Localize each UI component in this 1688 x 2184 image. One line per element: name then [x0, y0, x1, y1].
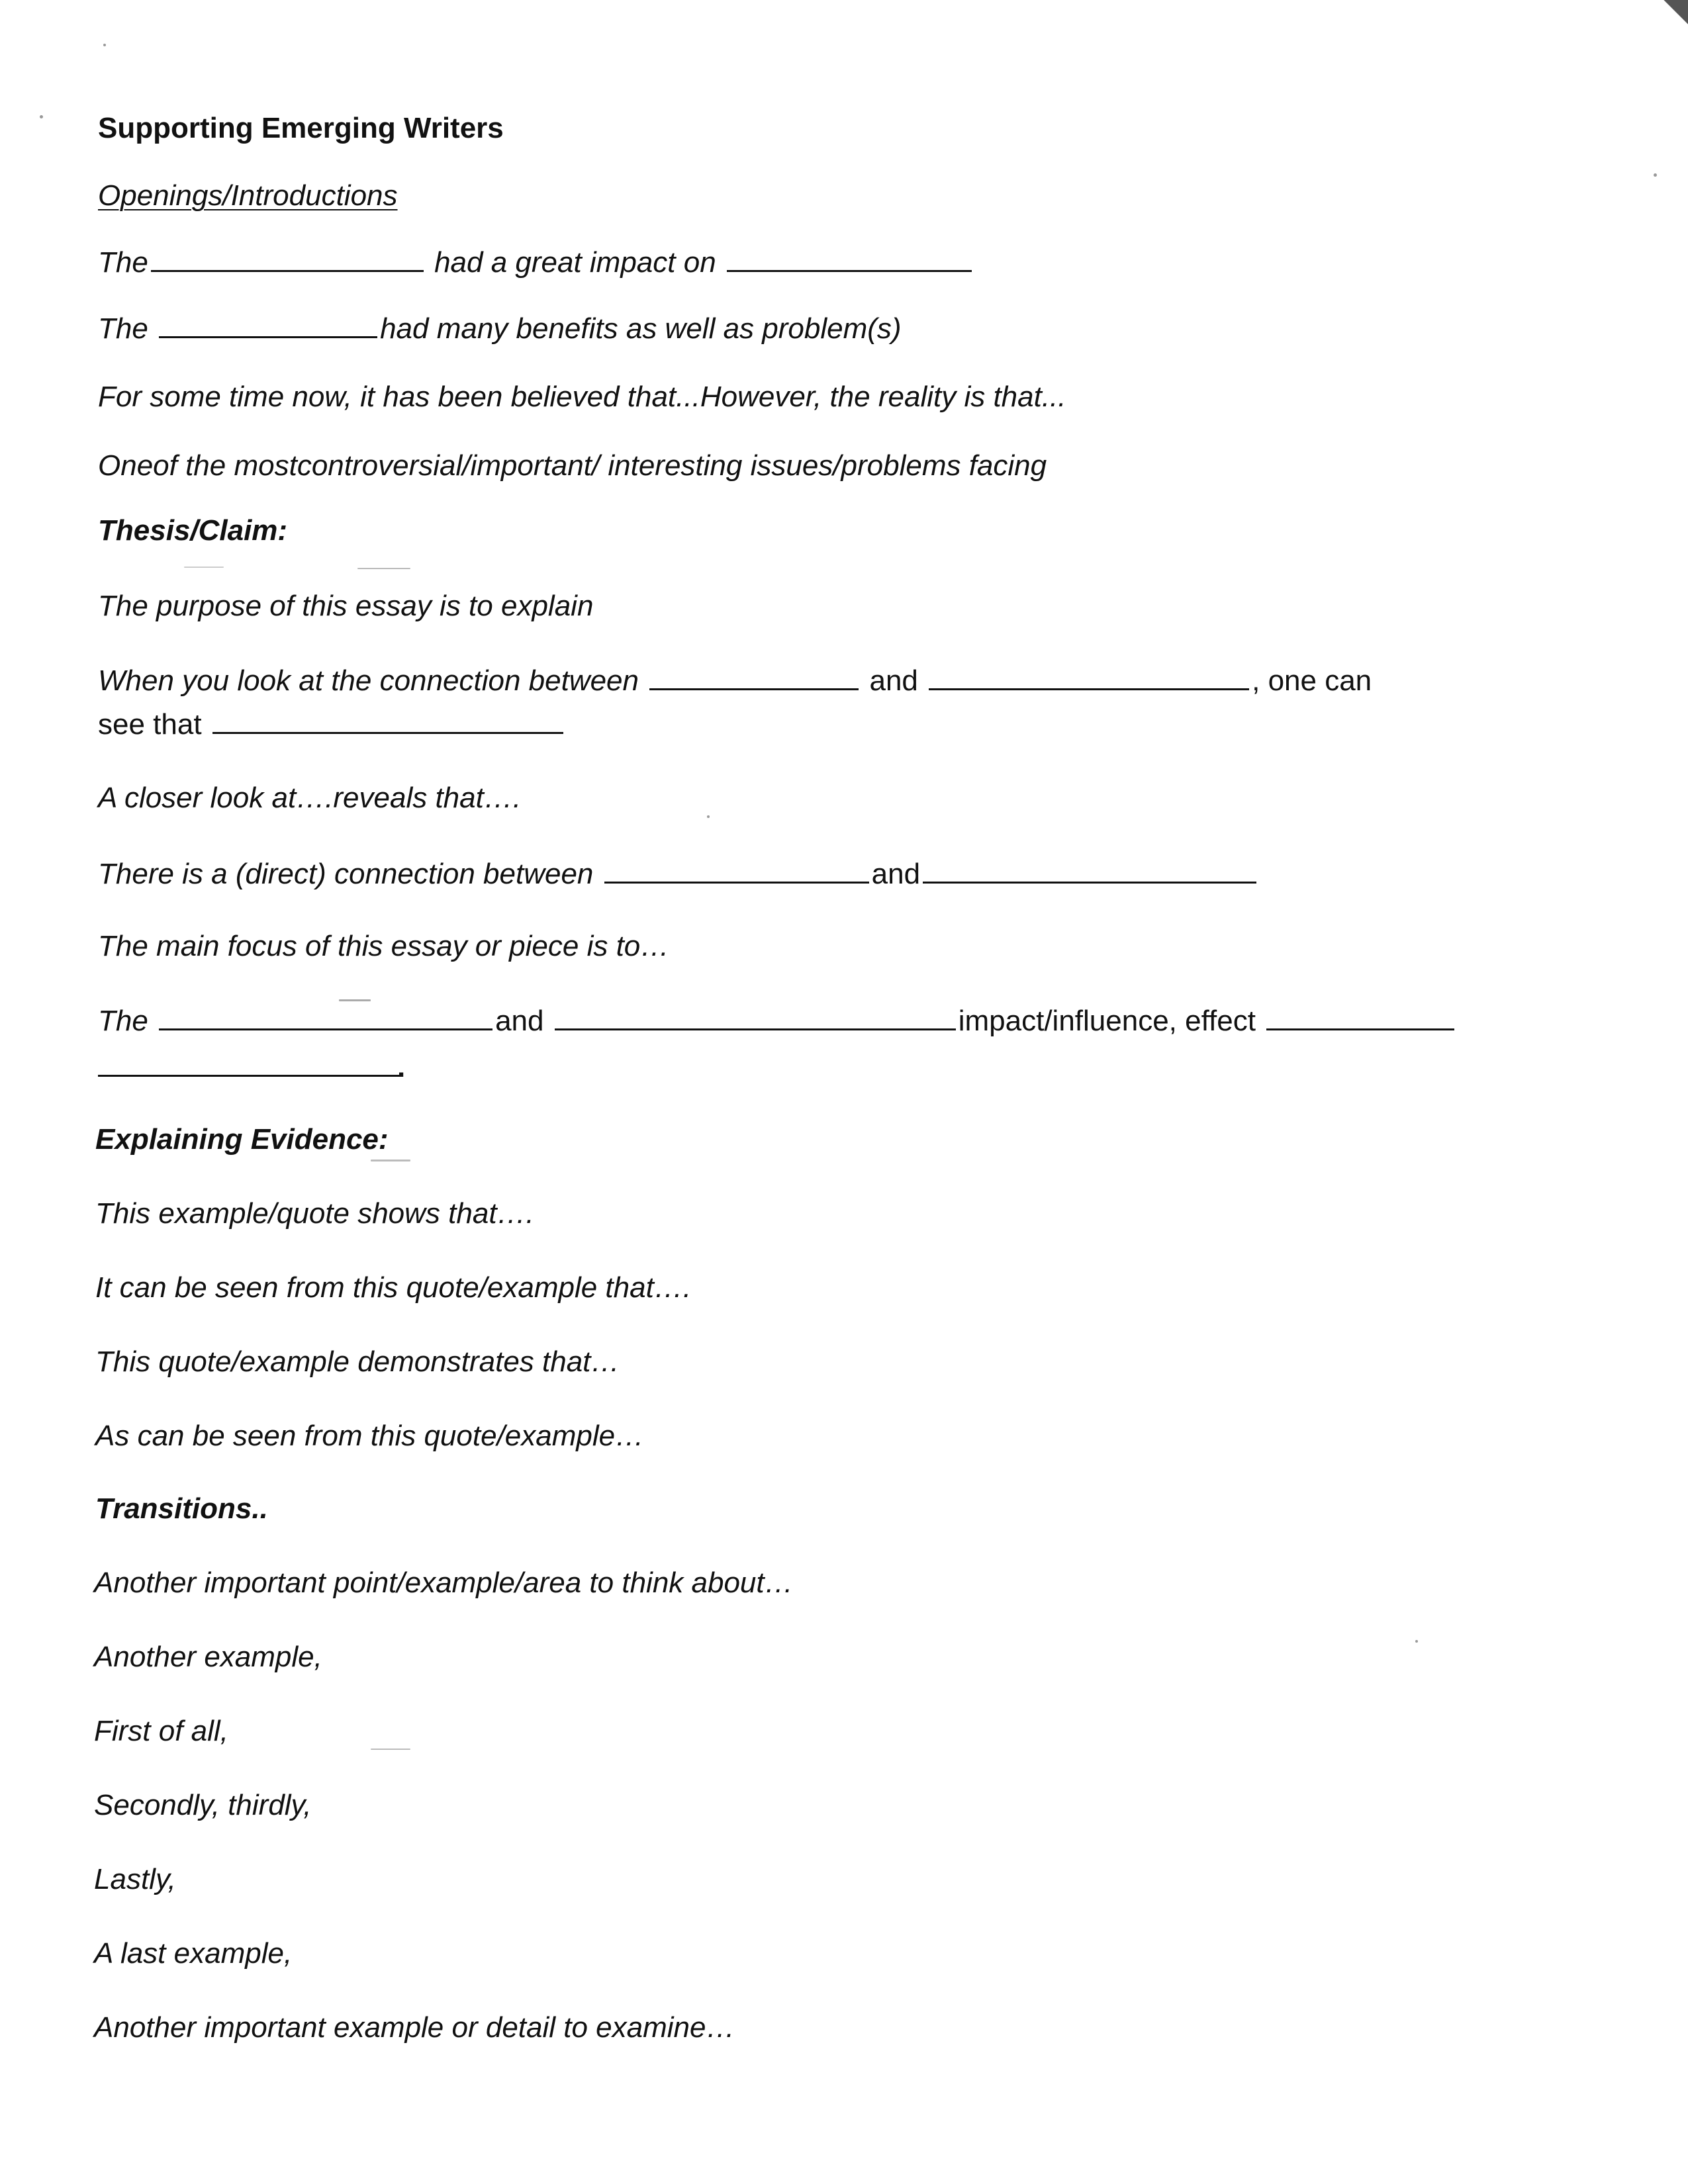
thesis-line-4-text-a: There is a (direct) connection between — [98, 858, 594, 890]
evidence-item: This quote/example demonstrates that… — [95, 1345, 620, 1378]
fill-in-blank — [727, 244, 972, 272]
thesis-line-4-text-b: and — [871, 858, 921, 890]
thesis-line-6 — [98, 1002, 1457, 1040]
thesis-line-2-text-b: and — [869, 664, 918, 697]
fill-in-blank — [98, 1048, 402, 1077]
thesis-line-6-period: . — [397, 1051, 406, 1083]
transition-item: First of all, — [94, 1715, 228, 1747]
openings-line-1 — [98, 244, 974, 281]
fill-in-blank — [212, 705, 563, 734]
thesis-line-2-text-a: When you look at the connection between — [98, 664, 639, 697]
page-corner-fold — [1648, 0, 1688, 40]
fill-in-blank — [604, 855, 869, 884]
thesis-line-4 — [98, 855, 1259, 893]
evidence-item: As can be seen from this quote/example… — [95, 1420, 645, 1452]
fill-in-blank — [151, 244, 424, 272]
transition-item: Another important example or detail to examine… — [94, 2011, 735, 2044]
section-heading-openings: Openings/Introductions — [98, 179, 398, 212]
transition-item: Lastly, — [94, 1863, 176, 1895]
section-heading-evidence: Explaining Evidence: — [95, 1123, 389, 1156]
section-heading-thesis: Thesis/Claim: — [98, 514, 288, 547]
thesis-line-2b-text: see that — [98, 708, 202, 741]
openings-line-1-text-b: had a great impact on — [434, 246, 716, 279]
transition-item: Secondly, thirdly, — [94, 1789, 312, 1821]
fill-in-blank — [649, 662, 859, 690]
openings-line-1-text-a: The — [98, 246, 148, 279]
openings-line-4: Oneof the mostcontroversial/important/ interesting issues/problems facing — [98, 449, 1047, 482]
thesis-line-6-text-b: and — [495, 1005, 544, 1037]
section-heading-transitions: Transitions.. — [95, 1492, 268, 1525]
document-title: Supporting Emerging Writers — [98, 112, 504, 144]
fill-in-blank — [159, 310, 377, 338]
transition-item: Another example, — [94, 1641, 322, 1673]
openings-line-2 — [98, 310, 902, 347]
thesis-line-6-continued — [98, 1048, 405, 1086]
fill-in-blank — [923, 855, 1256, 884]
openings-line-2-text-b: had many benefits as well as problem(s) — [380, 312, 902, 345]
transition-item: Another important point/example/area to think about… — [94, 1567, 794, 1599]
openings-line-2-text-a: The — [98, 312, 148, 345]
openings-line-3: For some time now, it has been believed that...However, the reality is that... — [98, 381, 1066, 413]
thesis-line-3: A closer look at….reveals that…. — [98, 782, 522, 814]
thesis-line-2 — [98, 662, 1372, 700]
fill-in-blank — [1266, 1002, 1454, 1030]
fill-in-blank — [159, 1002, 492, 1030]
evidence-item: This example/quote shows that…. — [95, 1197, 534, 1230]
evidence-item: It can be seen from this quote/example that…. — [95, 1271, 692, 1304]
transition-item: A last example, — [94, 1937, 293, 1970]
thesis-line-6-text-c: impact/influence, effect — [958, 1005, 1256, 1037]
fill-in-blank — [555, 1002, 956, 1030]
fill-in-blank — [929, 662, 1249, 690]
thesis-line-6-text-a: The — [98, 1005, 148, 1037]
thesis-line-1: The purpose of this essay is to explain — [98, 590, 594, 622]
thesis-line-2b — [98, 705, 566, 743]
thesis-line-5: The main focus of this essay or piece is to… — [98, 930, 670, 962]
thesis-line-2-text-c: , one can — [1252, 664, 1372, 697]
